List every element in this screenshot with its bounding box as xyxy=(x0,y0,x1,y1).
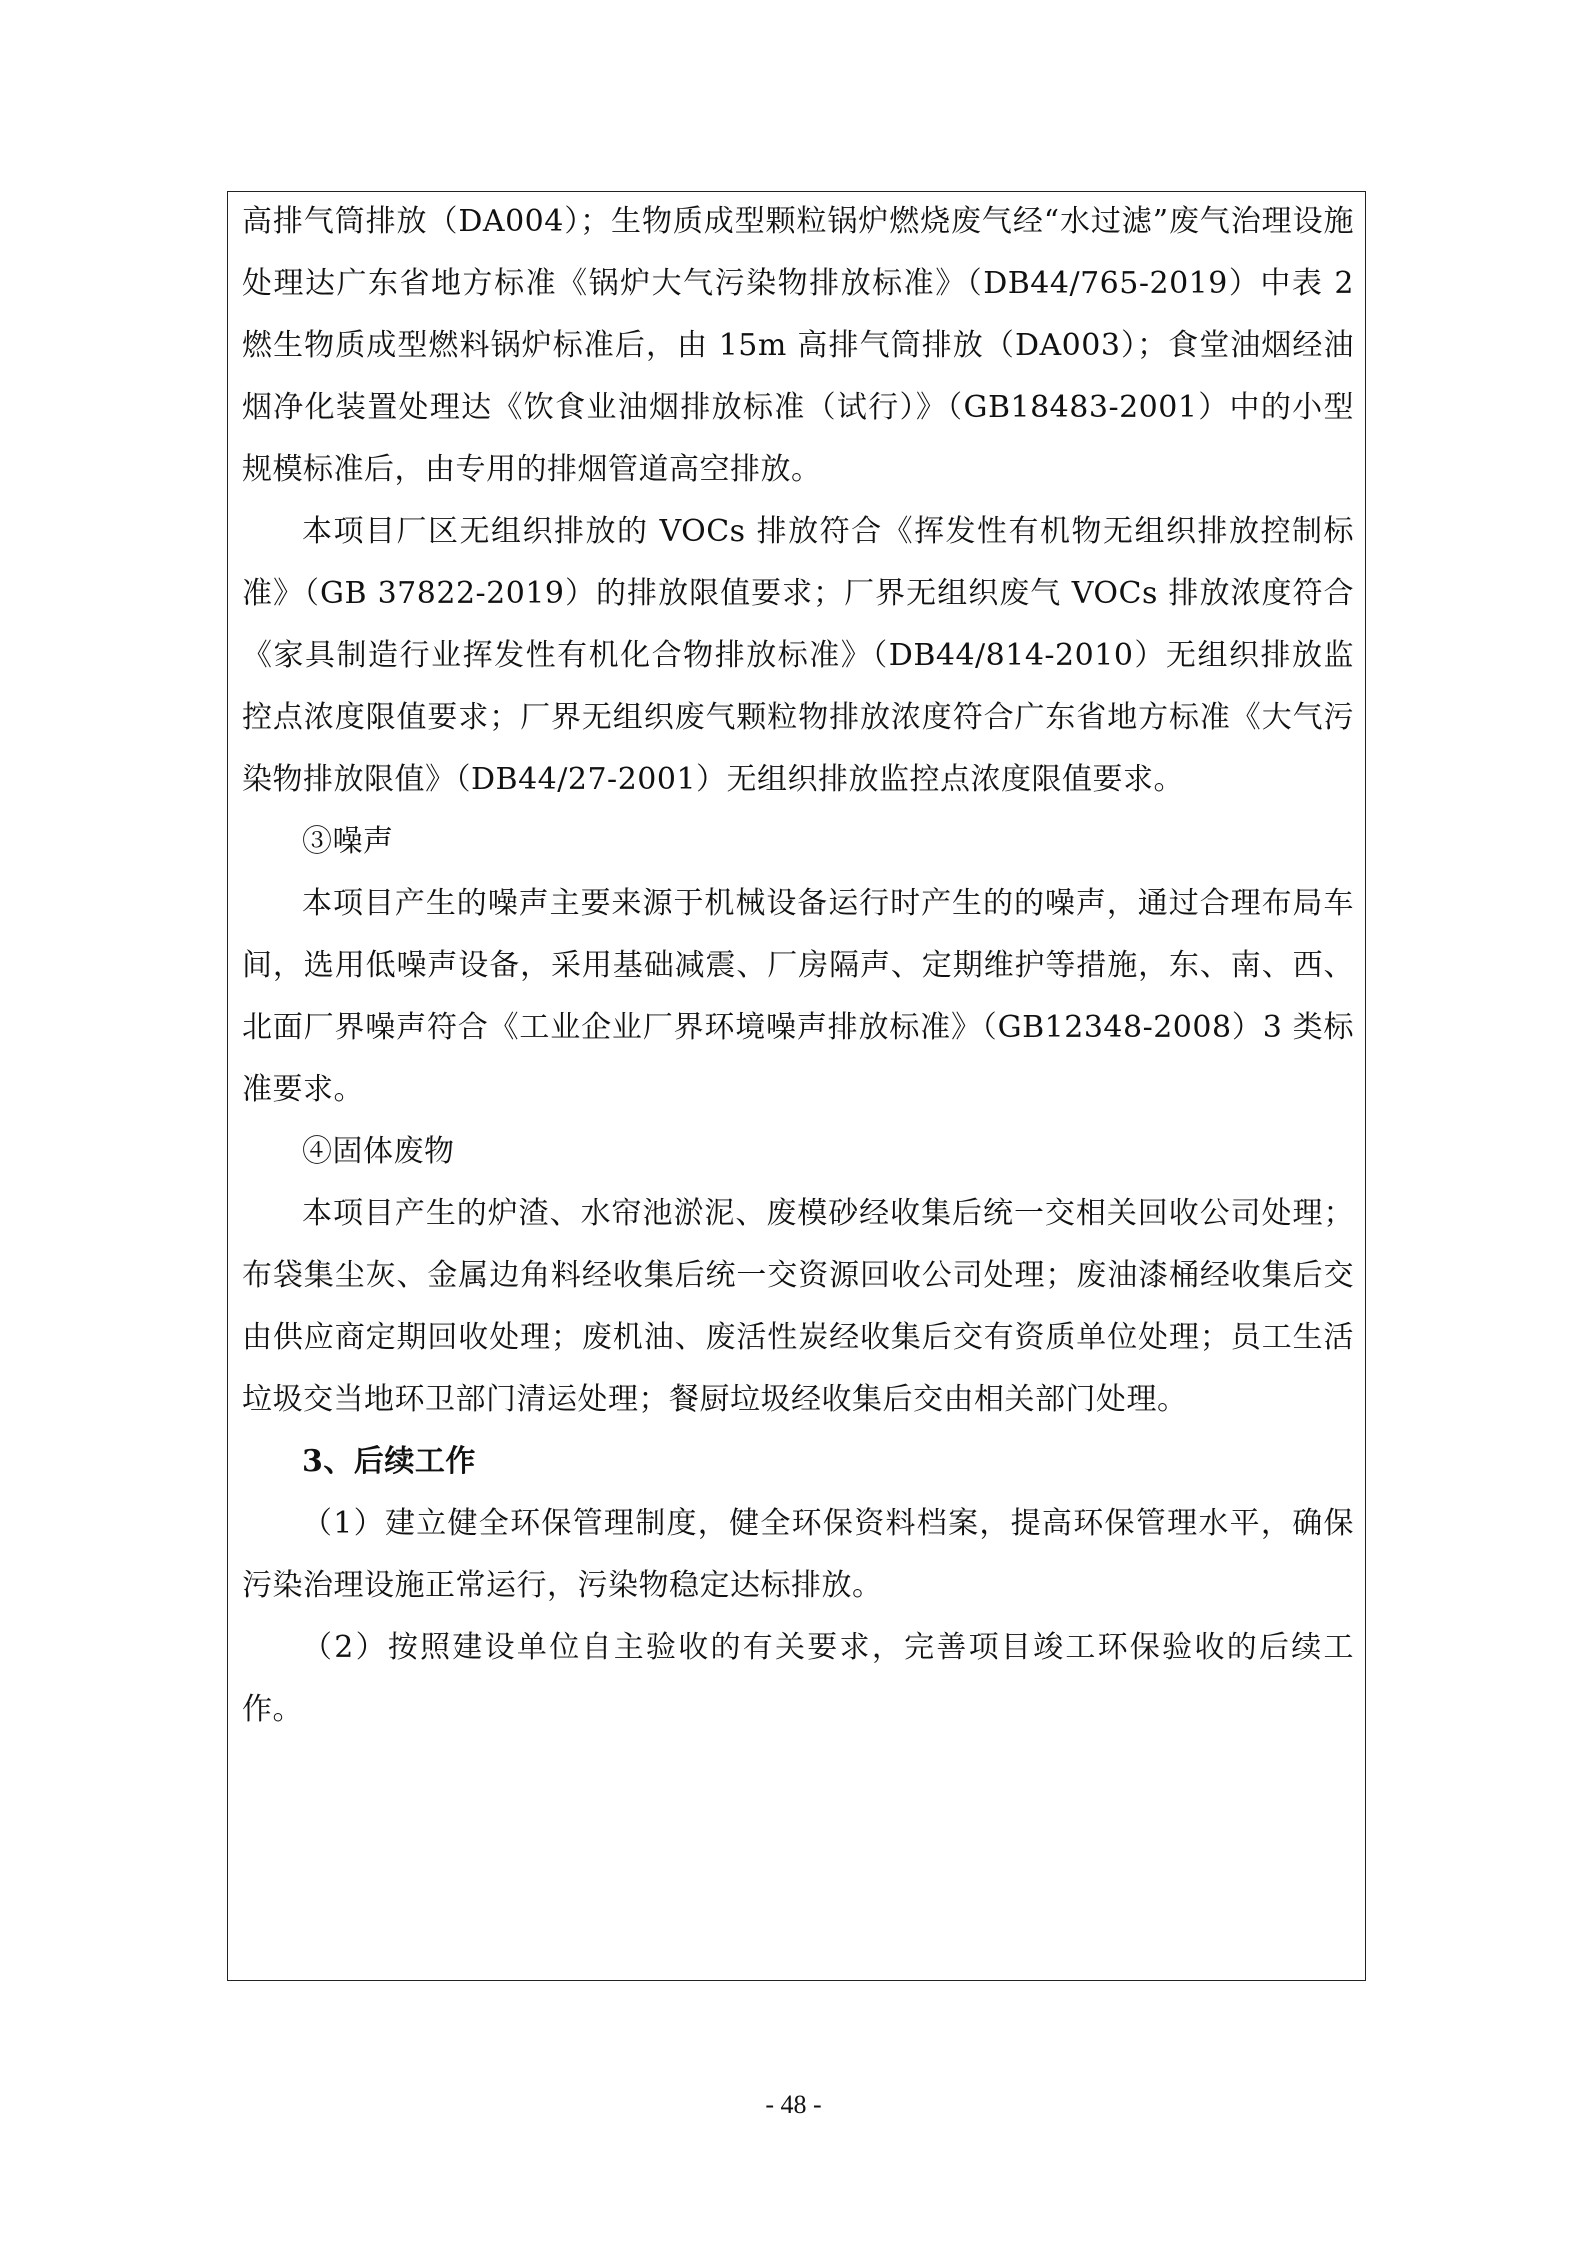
paragraph-follow-up-1: （1）建立健全环保管理制度，健全环保资料档案，提高环保管理水平，确保污染治理设施正常运行，污染物稳定达标排放。 xyxy=(242,1506,1354,1603)
paragraph-noise: 本项目产生的噪声主要来源于机械设备运行时产生的的噪声，通过合理布局车间，选用低噪声设备，采用基础减震、厂房隔声、定期维护等措施，东、南、西、北面厂界噪声符合《工业企业厂界环境噪声排放标准》（GB12348-2008）3 类标准要求。 xyxy=(242,886,1354,1107)
paragraph-solid-waste: 本项目产生的炉渣、水帘池淤泥、废模砂经收集后统一交相关回收公司处理；布袋集尘灰、金属边角料经收集后统一交资源回收公司处理；废油漆桶经收集后交由供应商定期回收处理；废机油、废活性炭经收集后交有资质单位处理；员工生活垃圾交当地环卫部门清运处理；餐厨垃圾经收集后交由相关部门处理。 xyxy=(242,1196,1354,1417)
heading-follow-up-work: 3、后续工作 xyxy=(302,1444,476,1479)
paragraph-vocs-emissions: 本项目厂区无组织排放的 VOCs 排放符合《挥发性有机物无组织排放控制标准》（GB 37822-2019）的排放限值要求；厂界无组织废气 VOCs 排放浓度符合《家具制造行业挥发性有机化合物排放标准》（DB44/814-2010）无组织排放监控点浓度限值要求；厂界无组织废气颗粒物排放浓度符合广东省地方标准《大气污染物排放限值》（DB44/27-2001）无组织排放监控点浓度限值要求。 xyxy=(242,514,1354,797)
paragraph-follow-up-2: （2）按照建设单位自主验收的有关要求，完善项目竣工环保验收的后续工作。 xyxy=(242,1630,1354,1727)
document-body xyxy=(242,191,1354,1741)
heading-solid-waste: ④固体废物 xyxy=(302,1134,455,1169)
page-number: - 48 - xyxy=(765,2090,822,2119)
paragraph-exhaust-emissions: 高排气筒排放（DA004）；生物质成型颗粒锅炉燃烧废气经“水过滤”废气治理设施处理达广东省地方标准《锅炉大气污染物排放标准》（DB44/765-2019）中表 2 燃生物质成型燃料锅炉标准后，由 15m 高排气筒排放（DA003）；食堂油烟经油烟净化装置处理达《饮食业油烟排放标准（试行）》（GB18483-2001）中的小型规模标准后，由专用的排烟管道高空排放。 xyxy=(242,204,1354,487)
heading-noise: ③噪声 xyxy=(302,824,394,859)
